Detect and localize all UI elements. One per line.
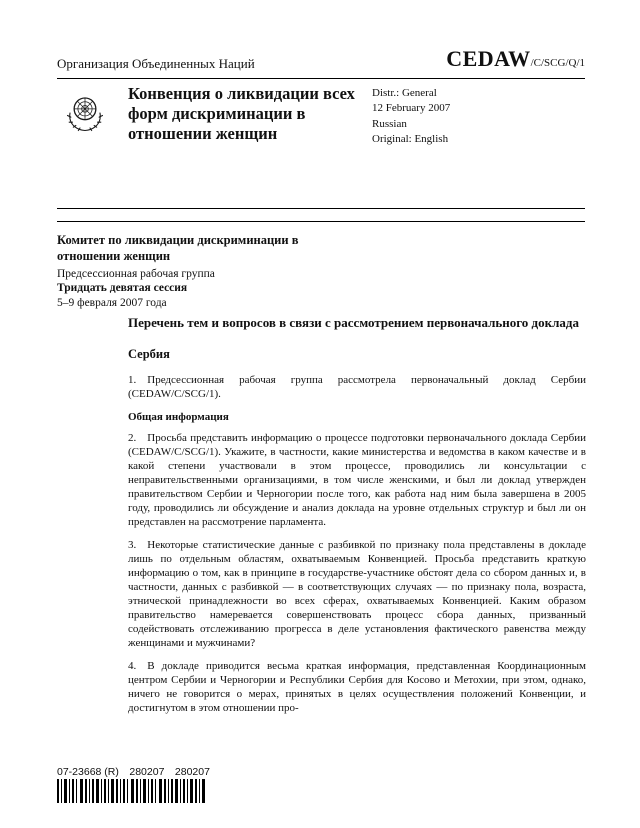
document-symbol-suffix: /C/SCG/Q/1	[530, 57, 585, 69]
barcode	[57, 779, 207, 803]
country-heading: Сербия	[128, 347, 170, 361]
paragraph-1: 1. Предсессионная рабочая группа рассмотрела первоначальный доклад Сербии (CEDAW/C/SCG/1).	[128, 374, 586, 400]
un-logo-icon	[60, 88, 110, 138]
document-body	[128, 314, 586, 724]
document-symbol	[446, 46, 585, 72]
masthead-divider-2	[57, 221, 585, 222]
paragraph-4: 4. В докладе приводится весьма краткая информация, представленная Координационным центром Сербии и Черногории и Республики Сербия для Косово и Метохии, при этом, однако, ничего не говорится о мерах, принятых в целях осуществления положений Конвенции, и достигнутом в этом отношении про-	[128, 660, 586, 714]
un-org-name: Организация Объединенных Наций	[57, 56, 255, 71]
committee-block	[57, 232, 337, 311]
distr-original: Original: English	[372, 133, 449, 146]
distr-line: Distr.: General	[372, 87, 437, 99]
header-divider	[57, 78, 585, 79]
document-title: Перечень тем и вопросов в связи с рассмотрением первоначального доклада	[128, 315, 579, 330]
paragraph-3: 3. Некоторые статистические данные с разбивкой по признаку пола представлены в докладе лишь по отдельным областям, охватываемым Конвенцией. Просьба представить краткую информацию о том, как в принципе в государстве-участнике обстоят дела со сбором данных и, в частности, данных с разбивкой — в соответствующих случаях — по признаку пола, возраста, этнической принадлежности во всех сферах, охватываемых Конвенцией. Каким образом правительство намеревается совершенствовать процесс сбора данных, призванный содействовать отслеживанию прогресса в деле установления фактического равенства между женщинами и мужчинами?	[128, 539, 586, 649]
paragraph-2: 2. Просьба представить информацию о процессе подготовки первоначального доклада Сербии (CEDAW/C/SCG/1). Укажите, в частности, какие министерства и ведомства в каком качестве и в какой степени участвовали в этом процессе, проводились ли консультации с неправительственными организациями, в том числе женскими, и был ли доклад утвержден правительством Сербии и Черногории после того, как работа над ним была завершена в 2005 году, проводились ли обсуждение и анализ доклада на уровне отдельных структур и был ли он представлен на рассмотрение парламента.	[128, 432, 586, 528]
convention-title: Конвенция о ликвидации всех форм дискриминации в отношении женщин	[128, 84, 355, 144]
session-dates: 5–9 февраля 2007 года	[57, 297, 167, 310]
footer-document-number: 07-23668 (R) 280207 280207	[57, 766, 210, 778]
committee-name: Комитет по ликвидации дискриминации в отношении женщин	[57, 233, 299, 264]
section-heading-general-info: Общая информация	[128, 411, 229, 423]
distr-date: 12 February 2007	[372, 102, 451, 115]
masthead-divider-1	[57, 208, 585, 209]
session-title: Тридцать девятая сессия	[57, 282, 188, 295]
distribution-info	[372, 86, 450, 148]
working-group: Предсессионная рабочая группа	[57, 267, 215, 280]
document-symbol-main: CEDAW	[446, 46, 531, 71]
distr-language: Russian	[372, 117, 407, 130]
